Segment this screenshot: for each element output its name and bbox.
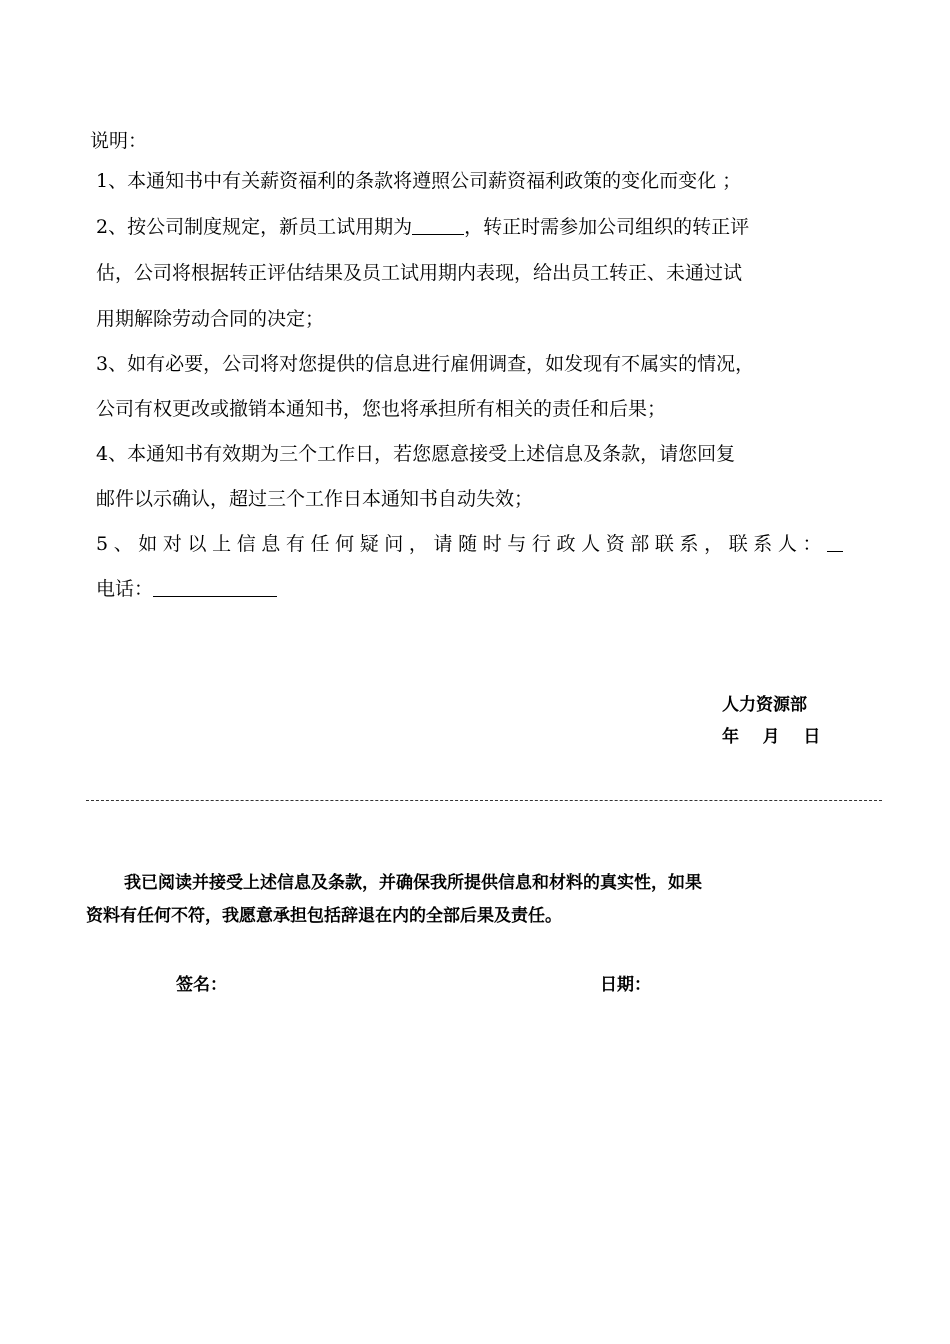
probation-period-blank bbox=[412, 233, 464, 235]
note-item-3-line-1: 3、如有必要，公司将对您提供的信息进行雇佣调查，如发现有不属实的情况， bbox=[96, 353, 755, 375]
contact-person-blank bbox=[827, 550, 843, 552]
note-item-5-text: 5、如对以上信息有任何疑问，请随时与行政人资部联系，联系人： bbox=[96, 533, 828, 555]
note-item-1: 1、本通知书中有关薪资福利的条款将遵照公司薪资福利政策的变化而变化 ； bbox=[96, 170, 742, 192]
date-field-label: 日期： bbox=[600, 975, 651, 995]
note-item-5-line-2 bbox=[96, 578, 277, 600]
hr-department-signature: 人力资源部 bbox=[722, 695, 807, 715]
acknowledgement-line-1: 我已阅读并接受上述信息及条款，并确保我所提供信息和材料的真实性，如果 bbox=[124, 873, 702, 893]
acknowledgement-line-2: 资料有任何不符，我愿意承担包括辞退在内的全部后果及责任。 bbox=[86, 906, 562, 926]
note-item-2-text-a: 2、按公司制度规定，新员工试用期为 bbox=[96, 216, 413, 238]
phone-blank bbox=[153, 595, 277, 597]
cut-line-divider bbox=[86, 800, 882, 801]
note-item-2-line-1 bbox=[96, 216, 749, 238]
hr-signature-date: 年 月 日 bbox=[722, 727, 821, 747]
note-item-2-line-3: 用期解除劳动合同的决定； bbox=[96, 308, 325, 330]
note-item-4-line-1: 4、本通知书有效期为三个工作日，若您愿意接受上述信息及条款，请您回复 bbox=[96, 443, 736, 465]
note-item-3-line-2: 公司有权更改或撤销本通知书，您也将承担所有相关的责任和后果； bbox=[96, 398, 667, 420]
notes-heading: 说明： bbox=[90, 130, 148, 152]
note-item-4-line-2: 邮件以示确认，超过三个工作日本通知书自动失效； bbox=[96, 488, 534, 510]
note-item-2-line-2: 估，公司将根据转正评估结果及员工试用期内表现，给出员工转正、未通过试 bbox=[96, 262, 743, 284]
phone-label: 电话： bbox=[96, 578, 154, 600]
signature-field-label: 签名： bbox=[176, 975, 227, 995]
note-item-5-line-1 bbox=[96, 533, 843, 555]
note-item-2-text-b: ，转正时需参加公司组织的转正评 bbox=[464, 216, 750, 238]
